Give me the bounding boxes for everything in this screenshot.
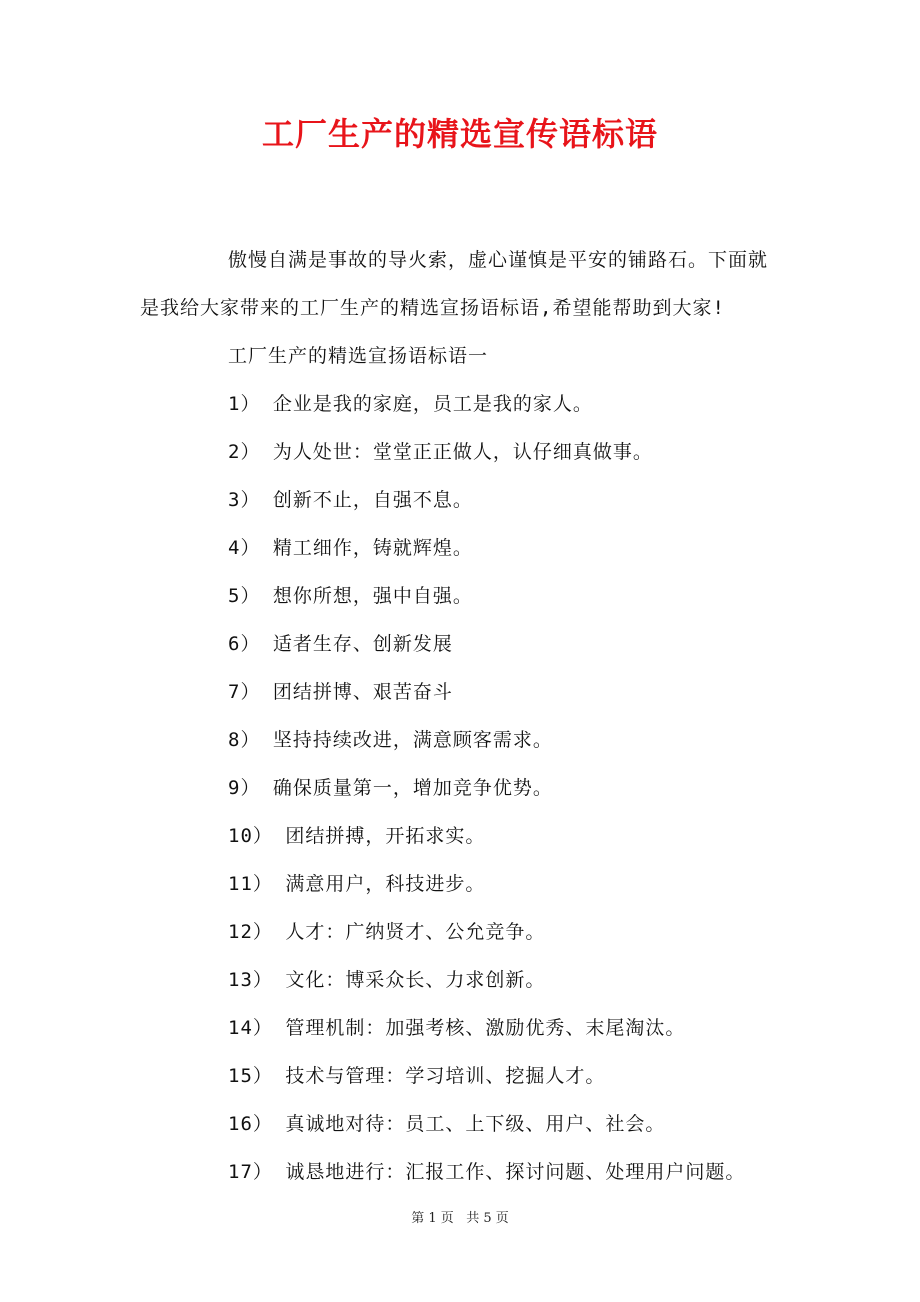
document-title: 工厂生产的精选宣传语标语 bbox=[261, 115, 658, 153]
section-heading: 工厂生产的精选宣扬语标语一 bbox=[228, 345, 489, 367]
list-item: 10） 团结拼搏，开拓求实。 bbox=[228, 825, 486, 847]
list-item: 8） 坚持持续改进，满意顾客需求。 bbox=[228, 729, 553, 751]
list-item: 4） 精工细作，铸就辉煌。 bbox=[228, 537, 473, 559]
list-item: 16） 真诚地对待：员工、上下级、用户、社会。 bbox=[228, 1113, 666, 1135]
list-item: 9） 确保质量第一，增加竞争优势。 bbox=[228, 777, 553, 799]
document-body bbox=[140, 236, 780, 1196]
list-item: 5） 想你所想，强中自强。 bbox=[228, 585, 473, 607]
slogan-list bbox=[140, 380, 780, 1196]
intro-paragraph: 傲慢自满是事故的导火索，虚心谨慎是平安的铺路石。下面就是我给大家带来的工厂生产的精选宣扬语标语,希望能帮助到大家! bbox=[140, 249, 769, 319]
list-item: 7） 团结拼博、艰苦奋斗 bbox=[228, 681, 453, 703]
list-item: 3） 创新不止，自强不息。 bbox=[228, 489, 473, 511]
list-item: 11） 满意用户，科技进步。 bbox=[228, 873, 486, 895]
list-item: 1） 企业是我的家庭，员工是我的家人。 bbox=[228, 393, 593, 415]
list-item: 12） 人才：广纳贤才、公允竞争。 bbox=[228, 921, 546, 943]
page-number: 第 1 页 共 5 页 bbox=[411, 1211, 509, 1226]
list-item: 6） 适者生存、创新发展 bbox=[228, 633, 453, 655]
page-footer bbox=[0, 1207, 920, 1226]
list-item: 15） 技术与管理：学习培训、挖掘人才。 bbox=[228, 1065, 606, 1087]
list-item: 13） 文化：博采众长、力求创新。 bbox=[228, 969, 546, 991]
list-item: 2） 为人处世：堂堂正正做人，认仔细真做事。 bbox=[228, 441, 653, 463]
list-item: 17） 诚恳地进行：汇报工作、探讨问题、处理用户问题。 bbox=[228, 1161, 746, 1183]
list-item: 14） 管理机制：加强考核、激励优秀、末尾淘汰。 bbox=[228, 1017, 686, 1039]
